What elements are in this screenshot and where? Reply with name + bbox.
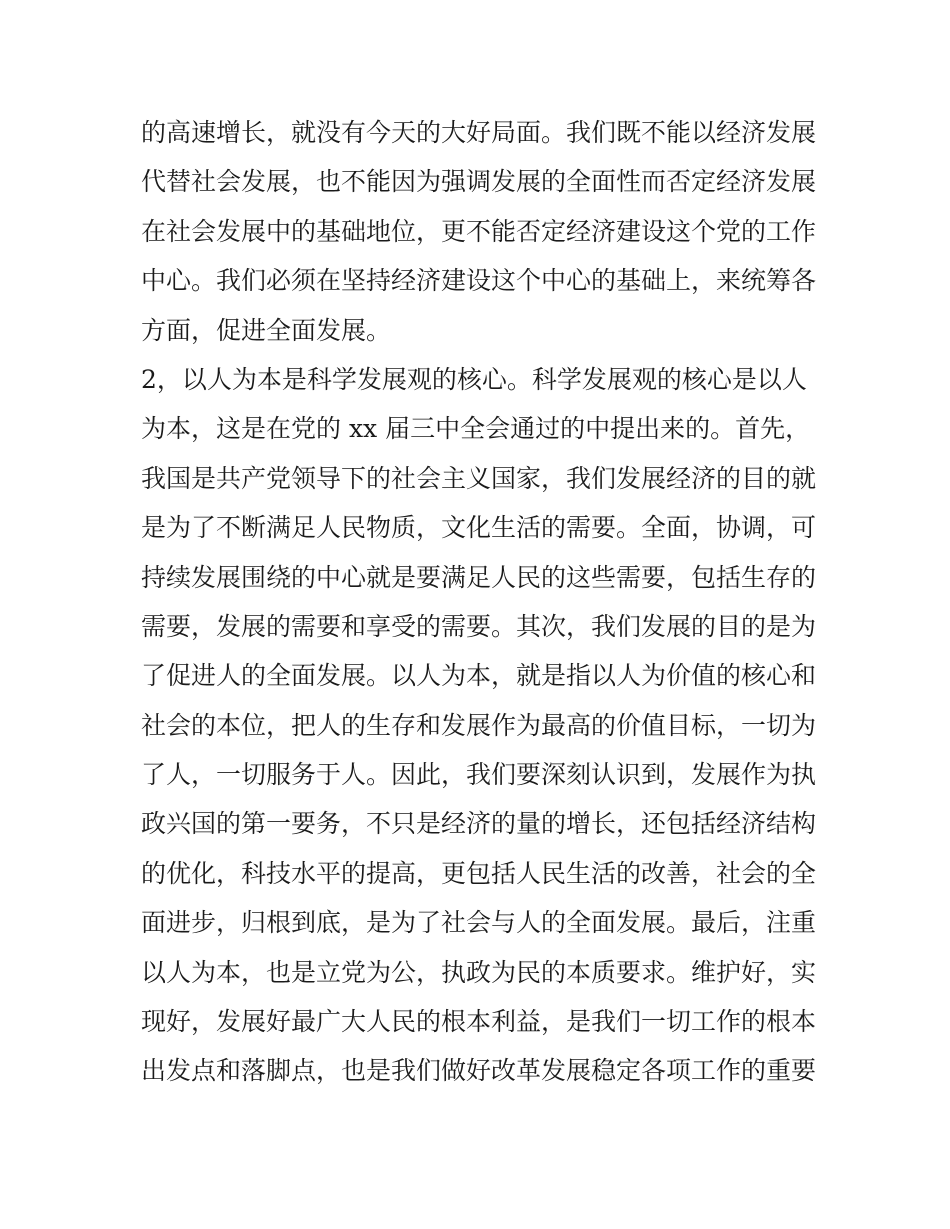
text-line: 出发点和落脚点，也是我们做好改革发展稳定各项工作的重要 — [141, 1056, 817, 1086]
text-line: 以人为本，也是立党为公，执政为民的本质要求。维护好，实 — [141, 957, 817, 987]
text-line: 了促进人的全面发展。以人为本，就是指以人为价值的核心和 — [141, 661, 817, 691]
text-line: 代替社会发展，也不能因为强调发展的全面性而否定经济发展 — [141, 167, 817, 197]
text-line: 政兴国的第一要务，不只是经济的量的增长，还包括经济结构 — [141, 809, 817, 839]
text-line: 在社会发展中的基础地位，更不能否定经济建设这个党的工作 — [141, 216, 817, 246]
text-line: 方面，促进全面发展。 — [141, 315, 392, 345]
text-line: 面进步，归根到底，是为了社会与人的全面发展。最后，注重 — [141, 908, 817, 938]
text-line: 的高速增长，就没有今天的大好局面。我们既不能以经济发展 — [141, 118, 817, 147]
text-line: 社会的本位，把人的生存和发展作为最高的价值目标，一切为 — [141, 710, 817, 740]
text-line: 是为了不断满足人民物质，文化生活的需要。全面，协调，可 — [141, 513, 817, 543]
text-line: 持续发展围绕的中心就是要满足人民的这些需要，包括生存的 — [141, 562, 817, 592]
text-line: 了人，一切服务于人。因此，我们要深刻认识到，发展作为执 — [141, 760, 817, 790]
body-text — [141, 108, 821, 1096]
text-line: 的优化，科技水平的提高，更包括人民生活的改善，社会的全 — [141, 858, 817, 888]
text-line: 中心。我们必须在坚持经济建设这个中心的基础上，来统筹各 — [141, 266, 817, 296]
text-line: 2，以人为本是科学发展观的核心。科学发展观的核心是以人 — [141, 364, 807, 394]
text-line: 需要，发展的需要和享受的需要。其次，我们发展的目的是为 — [141, 611, 817, 641]
text-line: 现好，发展好最广大人民的根本利益，是我们一切工作的根本 — [141, 1007, 817, 1037]
text-line: 为本，这是在党的 xx 届三中全会通过的中提出来的。首先， — [141, 414, 811, 444]
text-line: 我国是共产党领导下的社会主义国家，我们发展经济的目的就 — [141, 463, 817, 493]
